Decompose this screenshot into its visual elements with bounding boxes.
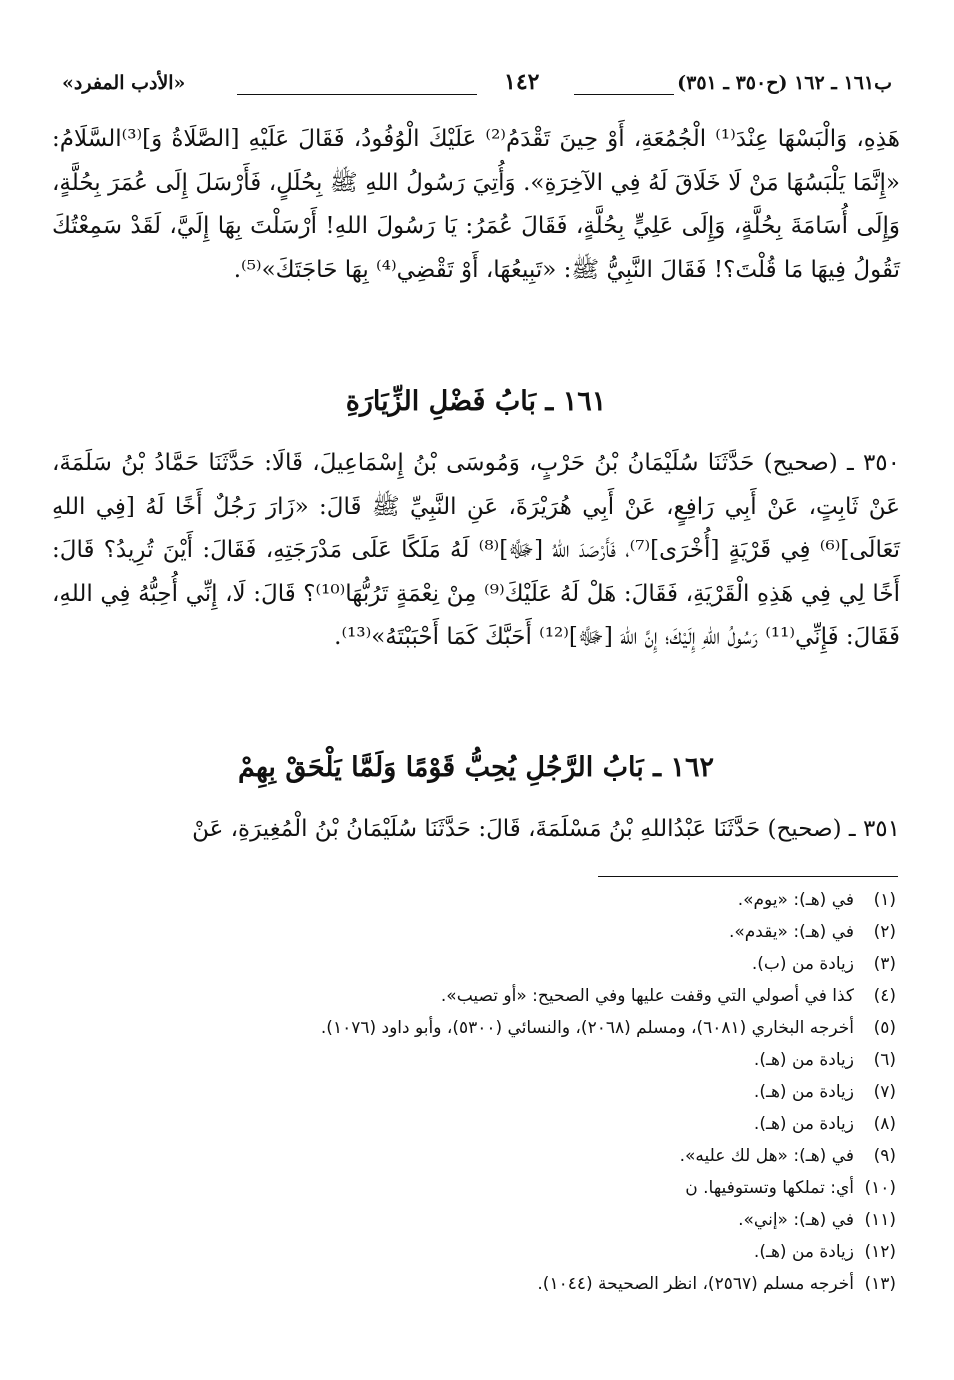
footnote-item (56, 1172, 896, 1204)
footnote-item (56, 1012, 896, 1044)
footnote-text: زيادة من (هـ). (753, 1082, 854, 1102)
chapter-heading-161: ١٦١ ـ بَابُ فَضْلِ الزِّيَارَةِ (345, 386, 607, 417)
footnote-number: (١١) (864, 1210, 896, 1230)
footnote-number: (٣) (873, 954, 896, 974)
page-number: ١٤٢ (504, 69, 540, 95)
footnote-text: زيادة من (هـ). (753, 1050, 854, 1070)
chapter-hadith-reference: ب١٦١ ـ ١٦٢ (ح٣٥٠ ـ ٣٥١) (677, 72, 892, 94)
footnote-text: في (هـ): «إني». (738, 1210, 854, 1230)
paragraph-continued-hadith: هَذِهِ، وَالْبَسْهَا عِنْدَ⁽¹⁾ الْجُمُعَةِ، أَوْ حِينَ تَقْدَمُ⁽²⁾ عَلَيْكَ الْوُفُودُ، فَقَالَ عَلَيْهِ [الصَّلَاةُ وَ]⁽³⁾السَّلَامُ: «إِنَّمَا يَلْبَسُهَا مَنْ لَا خَلَاقَ لَهُ فِي الآخِرَةِ». وَأُتِيَ رَسُولُ اللهِ ﷺ بِحُلَلٍ، فَأَرْسَلَ إِلَى عُمَرَ بِحُلَّةٍ، وَإِلَى أُسَامَةَ بِحُلَّةٍ، وَإِلَى عَلِيٍّ بِحُلَّةٍ، فَقَالَ عُمَرُ: يَا رَسُولَ اللهِ! أَرْسَلْتَ بِهَا إِلَيَّ، لَقَدْ سَمِعْتُكَ تَقُولُ فِيهَا مَا قُلْتَ؟! فَقَالَ النَّبِيُّ ﷺ: «تَبِيعُهَا، أَوْ تَقْضِي⁽⁴⁾ بِهَا حَاجَتَكَ»⁽⁵⁾. (52, 126, 900, 283)
paragraph-hadith-350: ٣٥٠ ـ (صحيح) حَدَّثَنَا سُلَيْمَانُ بْنُ حَرْبٍ، وَمُوسَى بْنُ إِسْمَاعِيلَ، قَالَا: حَدَّثَنَا حَمَّادُ بْنُ سَلَمَةَ، عَنْ ثَابِتٍ، عَنْ أَبِي رَافِعٍ، عَنْ أَبِي هُرَيْرَةَ، عَنِ النَّبِيِّ ﷺ قَالَ: «زَارَ رَجُلٌ أَخًا لَهُ [فِي اللهِ تَعَالَى]⁽⁶⁾ فِي قَرْيَةٍ [أُخْرَى]⁽⁷⁾، فَأَرْصَدَ اللهُ [ﷻ]⁽⁸⁾ لَهُ مَلَكًا عَلَى مَدْرَجَتِهِ، فَقَالَ: أَيْنَ تُرِيدُ؟ قَالَ: أَخًا لِي فِي هَذِهِ الْقَرْيَةِ، فَقَالَ: هَلْ لَهُ عَلَيْكَ⁽⁹⁾ مِنْ نِعْمَةٍ تَرُبُّهَا⁽¹⁰⁾؟ قَالَ: لَا، إِنِّي أُحِبُّهُ فِي اللهِ، فَقَالَ: فَإِنِّي⁽¹¹⁾ رَسُولُ اللهِ إِلَيْكَ؛ إِنَّ اللهَ [ﷻ]⁽¹²⁾ أَحَبَّكَ كَمَا أَحْبَبْتَهُ»⁽¹³⁾. (52, 450, 900, 650)
footnote-number: (٥) (873, 1018, 896, 1038)
paragraph-hadith-351: ٣٥١ ـ (صحيح) حَدَّثَنَا عَبْدُاللهِ بْنُ مَسْلَمَةَ، قَالَ: حَدَّثَنَا سُلَيْمَانُ بْنُ الْمُغِيرَةِ، عَنْ (192, 816, 900, 842)
footnote-item (56, 1044, 896, 1076)
footnote-text: زيادة من (ب). (751, 954, 854, 974)
footnote-item (56, 1204, 896, 1236)
footnote-number: (١٠) (864, 1178, 896, 1198)
header-rule-left (237, 94, 477, 95)
footnote-text: كذا في أصولي التي وقفت عليها وفي الصحيح: «أو تصيب». (440, 986, 854, 1006)
footnote-number: (٧) (873, 1082, 896, 1102)
footnote-number: (٨) (873, 1114, 896, 1134)
footnote-number: (٢) (873, 922, 896, 942)
footnote-item (56, 884, 896, 916)
footnotes-list (56, 884, 896, 1300)
footnote-item (56, 1076, 896, 1108)
footnote-number: (٦) (873, 1050, 896, 1070)
header-rule-right (574, 94, 674, 95)
footnote-separator (598, 876, 898, 877)
footnote-item (56, 916, 896, 948)
footnote-text: زيادة من (هـ). (753, 1242, 854, 1262)
footnote-text: أخرجه البخاري (٦٠٨١)، ومسلم (٢٠٦٨)، والنسائي (٥٣٠٠)، وأبو داود (١٠٧٦). (320, 1018, 854, 1038)
footnote-item (56, 980, 896, 1012)
footnote-text: في (هـ): «يوم». (737, 890, 854, 910)
chapter-heading-162: ١٦٢ ـ بَابُ الرَّجُلِ يُحِبُّ قَوْمًا وَلَمَّا يَلْحَقْ بِهِمْ (238, 752, 714, 783)
footnote-number: (١٢) (864, 1242, 896, 1262)
footnote-number: (٤) (873, 986, 896, 1006)
footnote-text: في (هـ): «هل لك عليه». (679, 1146, 854, 1166)
footnote-item (56, 948, 896, 980)
footnote-text: أي: تملكها وتستوفيها. ن (685, 1178, 854, 1198)
book-title: «الأدب المفرد» (62, 72, 186, 94)
footnote-item (56, 1140, 896, 1172)
footnote-number: (٩) (873, 1146, 896, 1166)
footnote-number: (١) (873, 890, 896, 910)
running-header (62, 69, 892, 102)
footnote-item (56, 1268, 896, 1300)
footnote-number: (١٣) (864, 1274, 896, 1294)
footnote-item (56, 1236, 896, 1268)
footnote-text: أخرجه مسلم (٢٥٦٧)، انظر الصحيحة (١٠٤٤). (537, 1274, 854, 1294)
footnote-text: زيادة من (هـ). (753, 1114, 854, 1134)
footnote-text: في (هـ): «يقدم». (728, 922, 854, 942)
footnote-item (56, 1108, 896, 1140)
